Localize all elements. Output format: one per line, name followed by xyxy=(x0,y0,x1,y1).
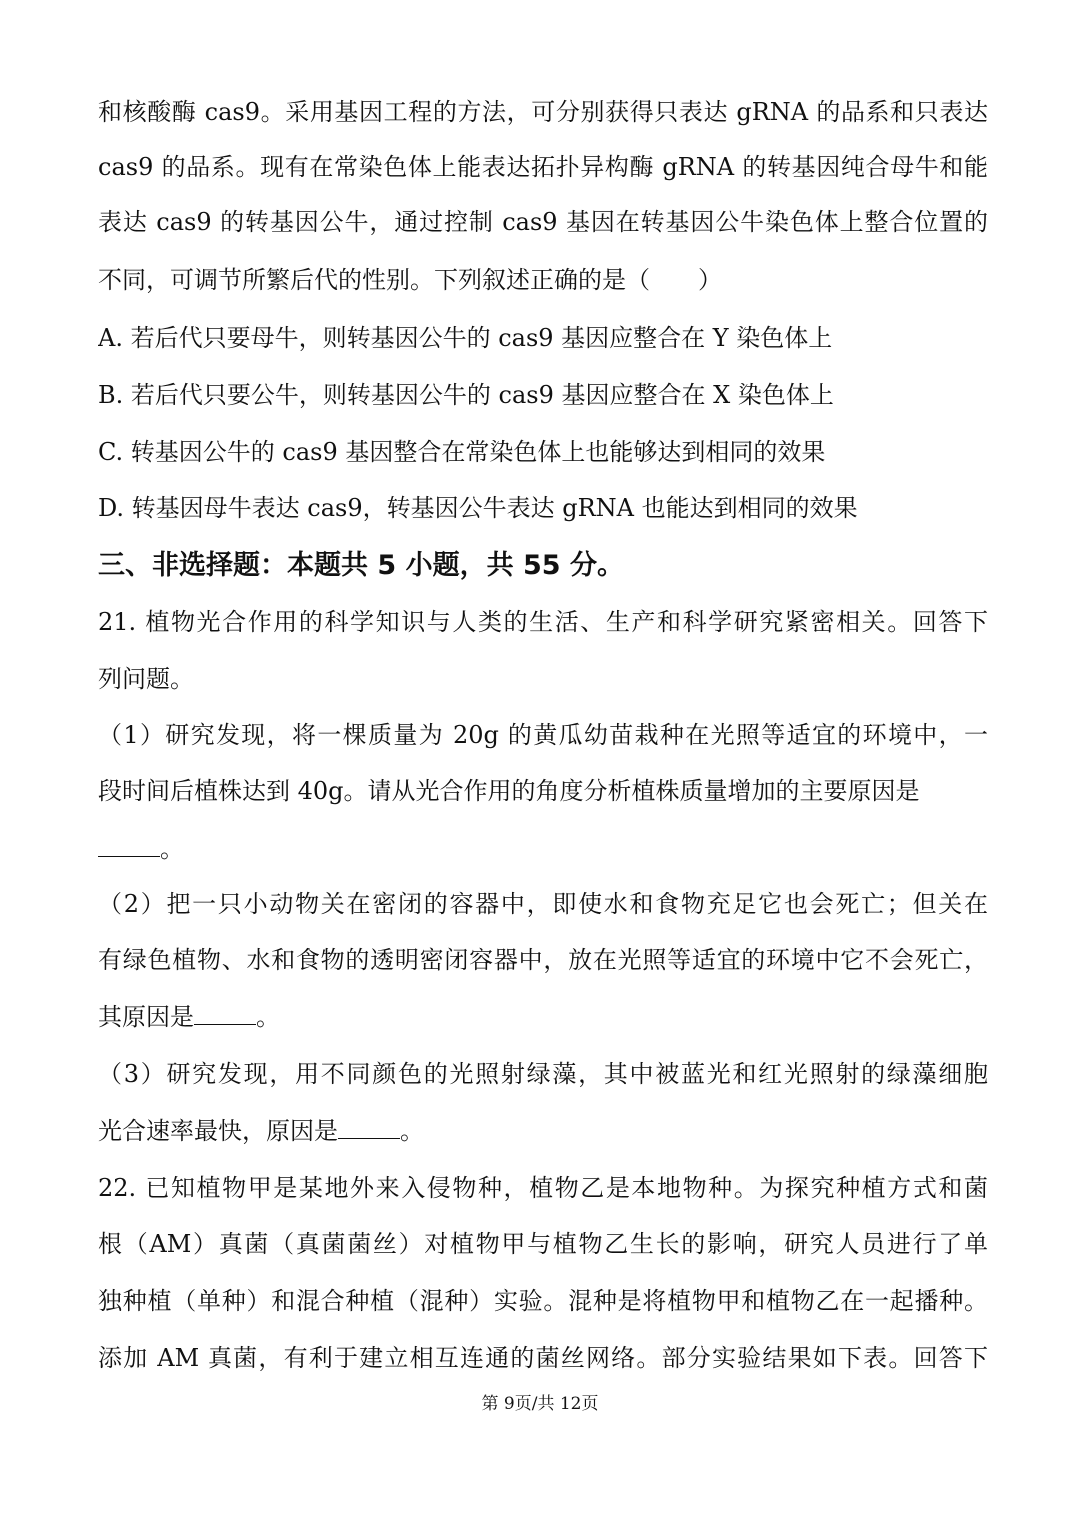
intro-line-3: 表达 cas9 的转基因公牛，通过控制 cas9 基因在转基因公牛染色体上整合位置的 xyxy=(98,208,988,236)
q22-line-4: 添加 AM 真菌，有利于建立相互连通的菌丝网络。部分实验结果如下表。回答下 xyxy=(98,1344,988,1372)
option-d: D. 转基因母牛表达 cas9，转基因公牛表达 gRNA 也能达到相同的效果 xyxy=(98,494,858,522)
answer-blank-3[interactable] xyxy=(338,1116,400,1139)
q21-part1-answer-line xyxy=(98,831,988,867)
q21-part3-prefix: 光合速率最快，原因是 xyxy=(98,1117,338,1145)
q21-stem-line-2: 列问题。 xyxy=(98,665,194,693)
q21-part2-line-1: （2）把一只小动物关在密闭的容器中，即使水和食物充足它也会死亡；但关在 xyxy=(98,890,988,918)
q21-part2-prefix: 其原因是 xyxy=(98,1003,194,1031)
q21-part1-line-2: 段时间后植株达到 40g。请从光合作用的角度分析植株质量增加的主要原因是 xyxy=(98,777,920,805)
q22-line-2: 根（AM）真菌（真菌菌丝）对植物甲与植物乙生长的影响，研究人员进行了单 xyxy=(98,1230,988,1258)
q21-part2-period: 。 xyxy=(256,1003,280,1031)
q21-part2-line-3 xyxy=(98,999,988,1035)
page-number-footer: 第 9页/共 12页 xyxy=(481,1394,599,1414)
q21-part3-period: 。 xyxy=(400,1117,424,1145)
q21-part3-line-2 xyxy=(98,1113,988,1149)
q21-part1-line-1: （1）研究发现，将一棵质量为 20g 的黄瓜幼苗栽种在光照等适宜的环境中，一 xyxy=(98,721,988,749)
q22-line-3: 独种植（单种）和混合种植（混种）实验。混种是将植物甲和植物乙在一起播种。 xyxy=(98,1287,988,1315)
q21-part3-line-1: （3）研究发现，用不同颜色的光照射绿藻，其中被蓝光和红光照射的绿藻细胞 xyxy=(98,1060,988,1088)
q21-part2-line-2: 有绿色植物、水和食物的透明密闭容器中，放在光照等适宜的环境中它不会死亡， xyxy=(98,946,988,974)
section-heading: 三、非选择题：本题共 5 小题，共 55 分。 xyxy=(98,550,624,581)
q21-part1-period: 。 xyxy=(160,835,184,863)
q22-line-1: 22. 已知植物甲是某地外来入侵物种，植物乙是本地物种。为探究种植方式和菌 xyxy=(98,1174,988,1202)
intro-line-4: 不同，可调节所繁后代的性别。下列叙述正确的是（ ） xyxy=(98,266,722,294)
option-c: C. 转基因公牛的 cas9 基因整合在常染色体上也能够达到相同的效果 xyxy=(98,438,826,466)
intro-line-2: cas9 的品系。现有在常染色体上能表达拓扑异构酶 gRNA 的转基因纯合母牛和能 xyxy=(98,153,988,181)
answer-blank-2[interactable] xyxy=(194,1002,256,1025)
option-a: A. 若后代只要母牛，则转基因公牛的 cas9 基因应整合在 Y 染色体上 xyxy=(98,324,833,352)
q21-stem-line-1: 21. 植物光合作用的科学知识与人类的生活、生产和科学研究紧密相关。回答下 xyxy=(98,608,988,636)
intro-line-1: 和核酸酶 cas9。采用基因工程的方法，可分别获得只表达 gRNA 的品系和只表达 xyxy=(98,98,988,126)
answer-blank-1[interactable] xyxy=(98,834,160,857)
option-b: B. 若后代只要公牛，则转基因公牛的 cas9 基因应整合在 X 染色体上 xyxy=(98,381,834,409)
